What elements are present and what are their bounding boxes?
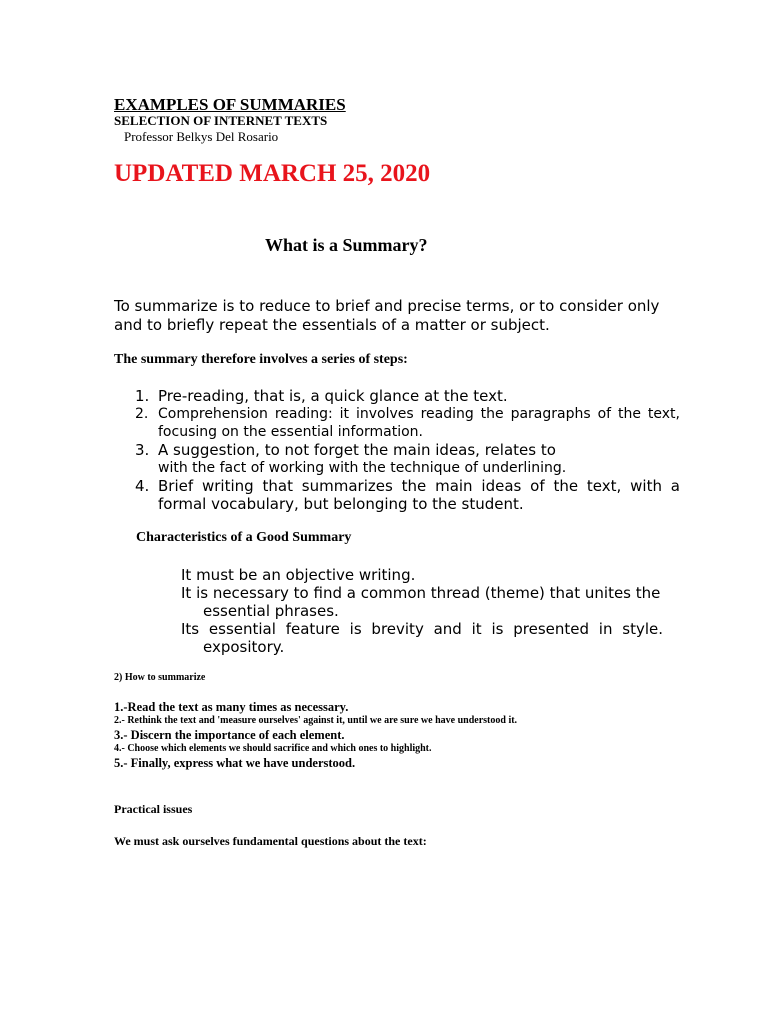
list-item: Its essential feature is brevity and it is presented in style. expository. xyxy=(181,620,663,656)
list-number: 2. xyxy=(135,406,149,422)
practical-heading: Practical issues xyxy=(114,802,193,816)
document-subtitle: SELECTION OF INTERNET TEXTS xyxy=(114,113,328,128)
list-number: 3. xyxy=(135,441,150,459)
how-steps-list xyxy=(114,700,517,770)
characteristics-heading: Characteristics of a Good Summary xyxy=(136,530,352,545)
characteristics-list xyxy=(181,566,663,656)
list-item: It is necessary to find a common thread (theme) that unites the essential phrases. xyxy=(181,584,661,620)
list-item: It must be an objective writing. xyxy=(181,566,416,584)
intro-paragraph: To summarize is to reduce to brief and precise terms, or to consider only and to briefly repeat the essentials of a matter or subject. xyxy=(114,297,660,334)
document-title: EXAMPLES OF SUMMARIES xyxy=(114,95,346,114)
list-item: 2.- Rethink the text and 'measure ourselves' against it, until we are sure we have understood it. xyxy=(114,715,518,726)
list-number: 1. xyxy=(135,387,150,405)
list-item: 5.- Finally, express what we have understood. xyxy=(114,756,356,770)
professor-name: Professor Belkys Del Rosario xyxy=(124,129,279,144)
list-item xyxy=(135,441,680,477)
list-item xyxy=(135,387,680,405)
steps-heading: The summary therefore involves a series of steps: xyxy=(114,352,408,367)
section-title: What is a Summary? xyxy=(265,235,428,255)
list-item-text: Brief writing that summarizes the main ideas of the text, with a formal vocabulary, but belonging to the student. xyxy=(158,477,680,513)
list-item: 3.- Discern the importance of each element. xyxy=(114,728,345,742)
list-item xyxy=(135,405,680,441)
list-item-text: A suggestion, to not forget the main ideas, relates to xyxy=(158,441,556,459)
list-item-text: Comprehension reading: it involves reading the paragraphs of the text, focusing on the essential information. xyxy=(158,406,680,440)
list-item xyxy=(135,477,680,513)
updated-date: UPDATED MARCH 25, 2020 xyxy=(114,160,431,187)
how-heading: 2) How to summarize xyxy=(114,672,206,683)
list-number: 4. xyxy=(135,477,150,495)
questions-intro: We must ask ourselves fundamental questions about the text: xyxy=(114,834,427,848)
list-item: 4.- Choose which elements we should sacrifice and which ones to highlight. xyxy=(114,743,432,754)
list-item-subtext: with the fact of working with the technique of underlining. xyxy=(158,460,567,476)
list-item: 1.-Read the text as many times as necessary. xyxy=(114,700,349,714)
list-item-text: Pre-reading, that is, a quick glance at the text. xyxy=(158,387,508,405)
steps-list xyxy=(135,387,680,513)
